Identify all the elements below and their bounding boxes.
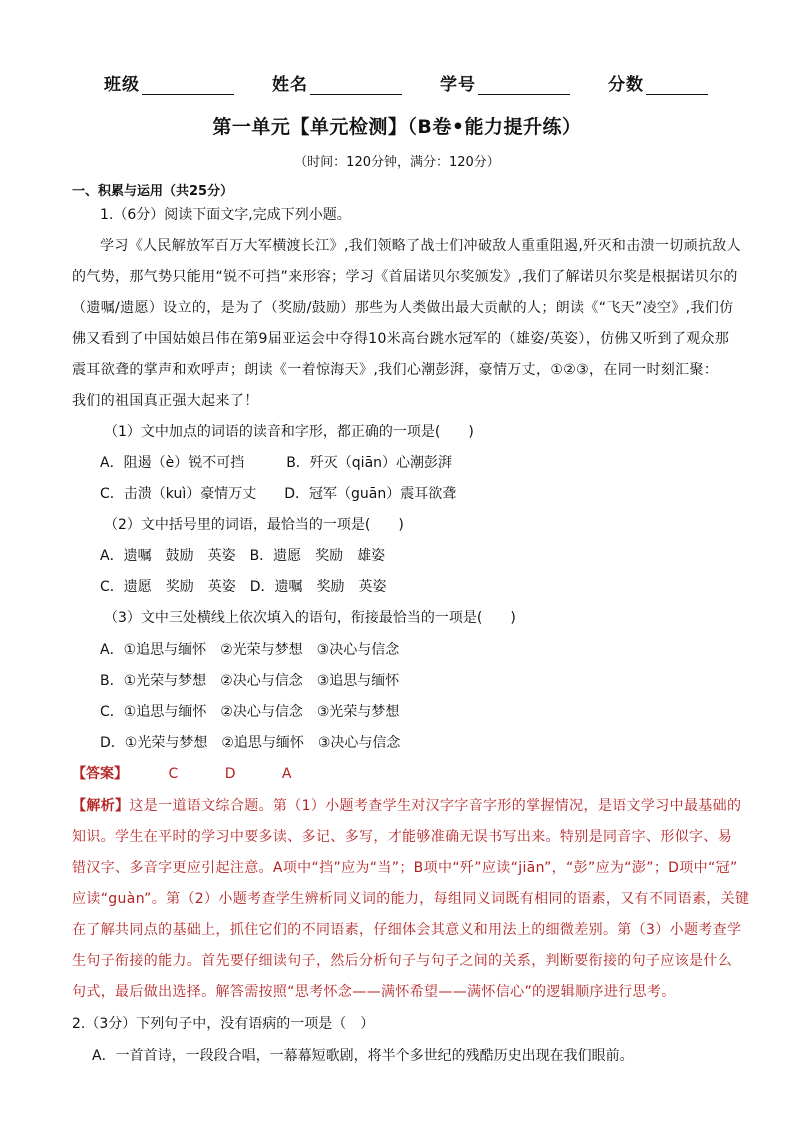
sub-question-1-option-row[interactable]: C．击溃（kuì）豪情万丈 D．冠军（guān）震耳欲聋	[100, 486, 457, 502]
class-blank[interactable]	[142, 76, 234, 95]
sub-question-2-option-row[interactable]: A．遗嘱 鼓励 英姿 B．遗愿 奖励 雄姿	[100, 548, 386, 564]
analysis-line: 生句子衔接的能力。首先要仔细读句子，然后分析句子与句子之间的关系，判断要衔接的句子应该是什么	[72, 953, 733, 969]
sub-question-3-option[interactable]: D．①光荣与梦想 ②追思与缅怀 ③决心与信念	[100, 735, 401, 751]
page-title: 第一单元【单元检测】（B卷•能力提升练）	[212, 116, 582, 138]
passage-line: 学习《人民解放军百万大军横渡长江》,我们领略了战士们冲破敌人重重阻遏,歼灭和击溃一切顽抗敌人	[100, 238, 741, 254]
answer-row	[72, 763, 292, 783]
analysis-line: 在了解共同点的基础上，抓住它们的不同语素，仔细体会其意义和用法上的细微差别。第（3）小题考查学	[72, 922, 742, 938]
analysis-text: 这是一道语文综合题。第（1）小题考查学生对汉字字音字形的掌握情况，是语文学习中最基础的	[129, 798, 742, 814]
name-label: 姓名	[272, 75, 308, 95]
student-id-blank[interactable]	[478, 76, 570, 95]
sub-question-3-option[interactable]: A．①追思与缅怀 ②光荣与梦想 ③决心与信念	[100, 642, 400, 658]
student-id-label: 学号	[440, 75, 476, 95]
analysis-line: 句式，最后做出选择。解答需按照“思考怀念——满怀希望——满怀信心”的逻辑顺序进行思考。	[72, 984, 676, 1000]
name-field[interactable]	[272, 70, 402, 95]
passage-line: 佛又看到了中国姑娘吕伟在第9届亚运会中夺得10米高台跳水冠军的（雄姿/英姿），仿佛又听到了观众那	[72, 331, 730, 347]
analysis-line: 知识。学生在平时的学习中要多读、多记、多写，才能够准确无误书写出来。特别是同音字、形似字、易	[72, 829, 733, 845]
sub-question-2-stem: （2）文中括号里的词语，最恰当的一项是( )	[104, 517, 404, 533]
passage-line: （遗嘱/遗愿）设立的，是为了（奖励/鼓励）那些为人类做出最大贡献的人；朗读《“飞天”凌空》,我们仿	[72, 300, 734, 316]
sub-question-1-stem: （1）文中加点的词语的读音和字形，都正确的一项是( )	[104, 424, 474, 440]
sub-question-1-option-row[interactable]: A．阻遏（è）锐不可挡 B．歼灭（qiān）心潮彭湃	[100, 455, 453, 471]
analysis-label: 【解析】	[72, 798, 130, 814]
analysis-line: 应读“guàn”。第（2）小题考查学生辨析同义词的能力，每组同义词既有相同的语素，又有不同语素，关键	[72, 891, 750, 907]
passage-line: 震耳欲聋的掌声和欢呼声；朗读《一着惊海天》,我们心潮彭湃，豪情万丈，①②③，在同一时刻汇聚：	[72, 362, 719, 378]
question-1-stem: 1.（6分）阅读下面文字,完成下列小题。	[100, 207, 351, 223]
sub-question-2-option-row[interactable]: C．遗愿 奖励 英姿 D．遗嘱 奖励 英姿	[100, 579, 387, 595]
exam-info: （时间：120分钟，满分：120分）	[294, 155, 500, 170]
passage-line: 的气势，那气势只能用“锐不可挡”来形容；学习《首届诺贝尔奖颁发》,我们了解诺贝尔奖是根据诺贝尔的	[72, 269, 738, 285]
analysis-line	[72, 795, 741, 815]
passage-line: 我们的祖国真正强大起来了！	[72, 393, 259, 409]
sub-question-3-option[interactable]: B．①光荣与梦想 ②决心与信念 ③追思与缅怀	[100, 673, 400, 689]
answer-value: D	[224, 766, 236, 782]
question-2-option[interactable]: A．一首首诗，一段段合唱，一幕幕短歌剧，将半个多世纪的残酷历史出现在我们眼前。	[92, 1048, 634, 1064]
score-blank[interactable]	[646, 76, 708, 95]
sub-question-3-stem: （3）文中三处横线上依次填入的语句，衔接最恰当的一项是( )	[104, 610, 516, 626]
answer-value: A	[281, 766, 292, 782]
student-id-field[interactable]	[440, 70, 570, 95]
answer-value: C	[168, 766, 179, 782]
score-field[interactable]	[608, 70, 708, 95]
section-heading: 一、积累与运用（共25分）	[72, 184, 234, 199]
answer-label: 【答案】	[72, 766, 128, 782]
header-fields	[104, 70, 704, 95]
name-blank[interactable]	[310, 76, 402, 95]
class-label: 班级	[104, 75, 140, 95]
sub-question-3-option[interactable]: C．①追思与缅怀 ②决心与信念 ③光荣与梦想	[100, 704, 400, 720]
score-label: 分数	[608, 75, 644, 95]
analysis-line: 错汉字、多音字更应引起注意。A项中“挡”应为“当”；B项中“歼”应读“jiān”，“彭”应为“澎”；D项中“冠”	[72, 860, 738, 876]
class-field[interactable]	[104, 70, 234, 95]
question-2-stem: 2.（3分）下列句子中，没有语病的一项是（ ）	[72, 1016, 375, 1032]
